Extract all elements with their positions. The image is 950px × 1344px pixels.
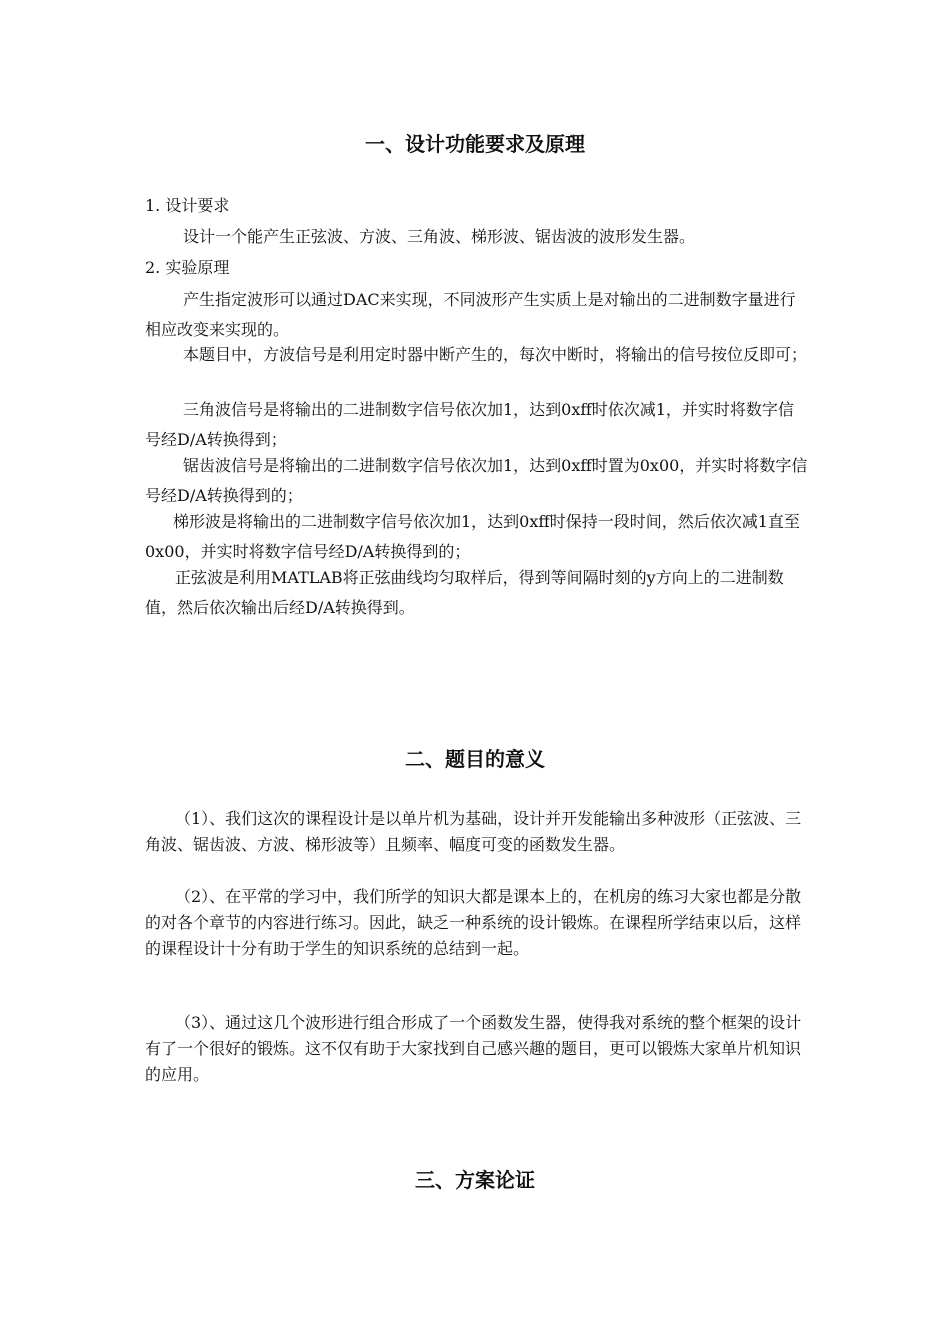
- principle-paragraph-trapezoid-wave: 梯形波是将输出的二进制数字信号依次加1，达到0xff时保持一段时间，然后依次减1直至0x00，并实时将数字信号经D/A转换得到的；: [145, 512, 800, 561]
- design-requirements-label: 1. 设计要求: [145, 196, 230, 215]
- significance-paragraph-1: （1）、我们这次的课程设计是以单片机为基础，设计并开发能输出多种波形（正弦波、三角波、锯齿波、方波、梯形波等）且频率、幅度可变的函数发生器。: [145, 809, 802, 854]
- section3-title: 三、方案论证: [415, 1168, 535, 1192]
- principle-paragraph-sawtooth-wave: 锯齿波信号是将输出的二进制数字信号依次加1，达到0xff时置为0x00，并实时将数字信号经D/A转换得到的；: [145, 456, 808, 505]
- section1-title: 一、设计功能要求及原理: [365, 132, 585, 156]
- experiment-principle-label: 2. 实验原理: [145, 258, 230, 277]
- principle-paragraph-sine-wave: 正弦波是利用MATLAB将正弦曲线均匀取样后，得到等间隔时刻的y方向上的二进制数值，然后依次输出后经D/A转换得到。: [145, 568, 784, 617]
- significance-paragraph-2: （2）、在平常的学习中，我们所学的知识大都是课本上的，在机房的练习大家也都是分散的对各个章节的内容进行练习。因此，缺乏一种系统的设计锻炼。在课程所学结束以后，这样的课程设计十分有助于学生的知识系统的总结到一起。: [145, 887, 802, 958]
- section2-title: 二、题目的意义: [405, 747, 545, 771]
- principle-paragraph-dac: 产生指定波形可以通过DAC来实现，不同波形产生实质上是对输出的二进制数字量进行相应改变来实现的。: [145, 290, 796, 339]
- significance-paragraph-3: （3）、通过这几个波形进行组合形成了一个函数发生器，使得我对系统的整个框架的设计有了一个很好的锻炼。这不仅有助于大家找到自己感兴趣的题目，更可以锻炼大家单片机知识的应用。: [145, 1013, 802, 1084]
- principle-paragraph-triangle-wave: 三角波信号是将输出的二进制数字信号依次加1，达到0xff时依次减1，并实时将数字信号经D/A转换得到；: [145, 400, 794, 449]
- design-requirements-text: 设计一个能产生正弦波、方波、三角波、梯形波、锯齿波的波形发生器。: [183, 227, 696, 246]
- principle-paragraph-square-wave: 本题目中，方波信号是利用定时器中断产生的，每次中断时，将输出的信号按位反即可；: [183, 345, 808, 364]
